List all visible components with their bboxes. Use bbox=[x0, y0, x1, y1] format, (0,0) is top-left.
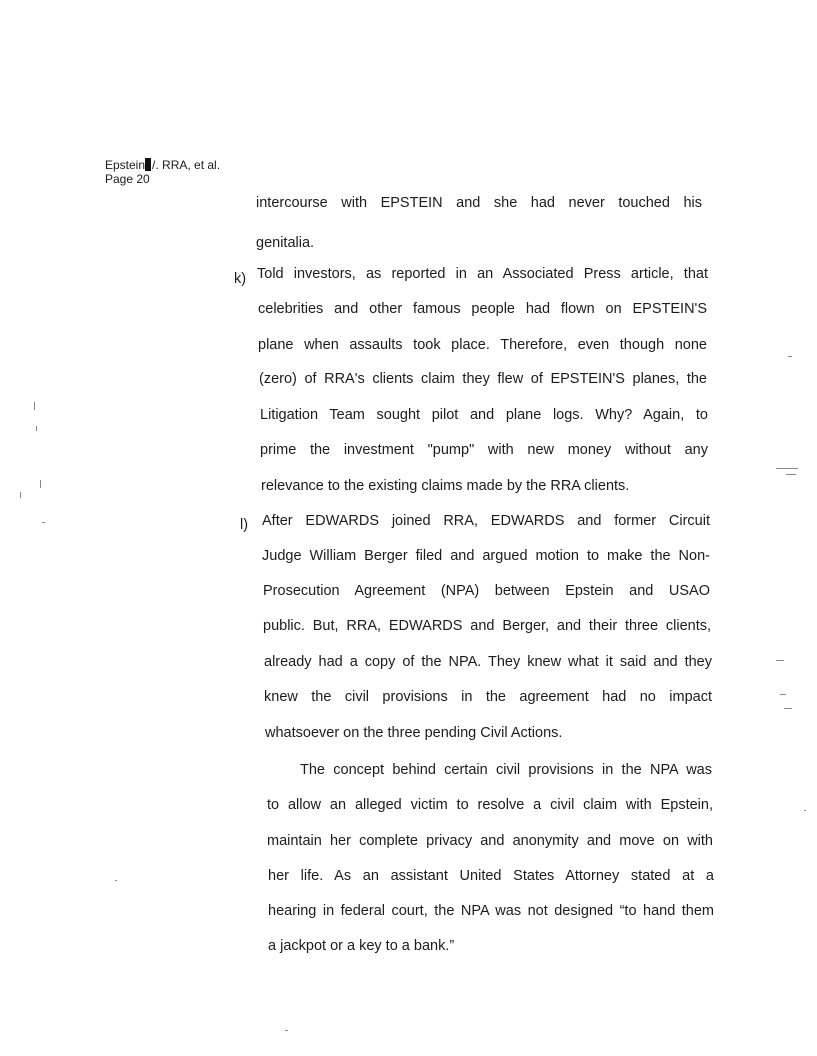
body-line: intercourse with EPSTEIN and she had never touched his bbox=[256, 195, 702, 211]
list-item-line: After EDWARDS joined RRA, EDWARDS and former Circuit bbox=[262, 513, 710, 529]
scan-speck bbox=[20, 492, 21, 498]
list-item-line: whatsoever on the three pending Civil Actions. bbox=[265, 725, 563, 741]
list-item-line: celebrities and other famous people had flown on EPSTEIN'S bbox=[258, 301, 707, 317]
scan-speck bbox=[285, 1030, 288, 1031]
scan-speck bbox=[115, 880, 117, 881]
case-caption-end: /. RRA, et al. bbox=[152, 158, 221, 172]
scan-speck bbox=[34, 402, 35, 410]
page-header bbox=[105, 158, 220, 186]
scan-speck bbox=[804, 810, 806, 811]
scan-speck bbox=[786, 474, 796, 475]
paragraph-line: a jackpot or a key to a bank.” bbox=[268, 938, 455, 954]
list-item-line: already had a copy of the NPA. They knew what it said and they bbox=[264, 654, 712, 670]
list-item-line: relevance to the existing claims made by the RRA clients. bbox=[261, 478, 630, 494]
paragraph-line: hearing in federal court, the NPA was not designed “to hand them bbox=[268, 903, 714, 919]
case-caption bbox=[105, 158, 220, 172]
list-item-line: (zero) of RRA's clients claim they flew of EPSTEIN'S planes, the bbox=[259, 371, 707, 387]
redaction-mark bbox=[145, 158, 151, 171]
scan-speck bbox=[40, 480, 41, 488]
scan-speck bbox=[776, 468, 798, 469]
list-marker-k: k) bbox=[234, 271, 247, 287]
list-marker-l: l) bbox=[240, 517, 249, 533]
scan-speck bbox=[780, 694, 786, 695]
list-item-line: plane when assaults took place. Therefore, even though none bbox=[258, 337, 707, 353]
list-item-line: Judge William Berger filed and argued motion to make the Non- bbox=[262, 548, 710, 564]
scan-speck bbox=[788, 356, 792, 357]
paragraph-line: her life. As an assistant United States Attorney stated at a bbox=[268, 868, 714, 884]
scan-speck bbox=[42, 522, 45, 523]
case-caption-start: Epstein bbox=[105, 158, 146, 172]
scan-speck bbox=[776, 660, 784, 661]
paragraph-line: to allow an alleged victim to resolve a civil claim with Epstein, bbox=[267, 797, 713, 813]
list-item-line: Told investors, as reported in an Associated Press article, that bbox=[257, 266, 708, 282]
list-item-line: Litigation Team sought pilot and plane logs. Why? Again, to bbox=[260, 407, 708, 423]
list-item-line: Prosecution Agreement (NPA) between Epstein and USAO bbox=[263, 583, 710, 599]
scan-speck bbox=[784, 708, 792, 709]
paragraph-line: The concept behind certain civil provisions in the NPA was bbox=[300, 762, 712, 778]
page-number: Page 20 bbox=[105, 172, 150, 186]
list-item-line: knew the civil provisions in the agreement had no impact bbox=[264, 689, 712, 705]
scan-speck bbox=[36, 426, 37, 431]
body-line: genitalia. bbox=[256, 235, 315, 251]
list-item-line: prime the investment "pump" with new money without any bbox=[260, 442, 708, 458]
paragraph-line: maintain her complete privacy and anonymity and move on with bbox=[267, 833, 713, 849]
list-item-line: public. But, RRA, EDWARDS and Berger, and their three clients, bbox=[263, 618, 711, 634]
